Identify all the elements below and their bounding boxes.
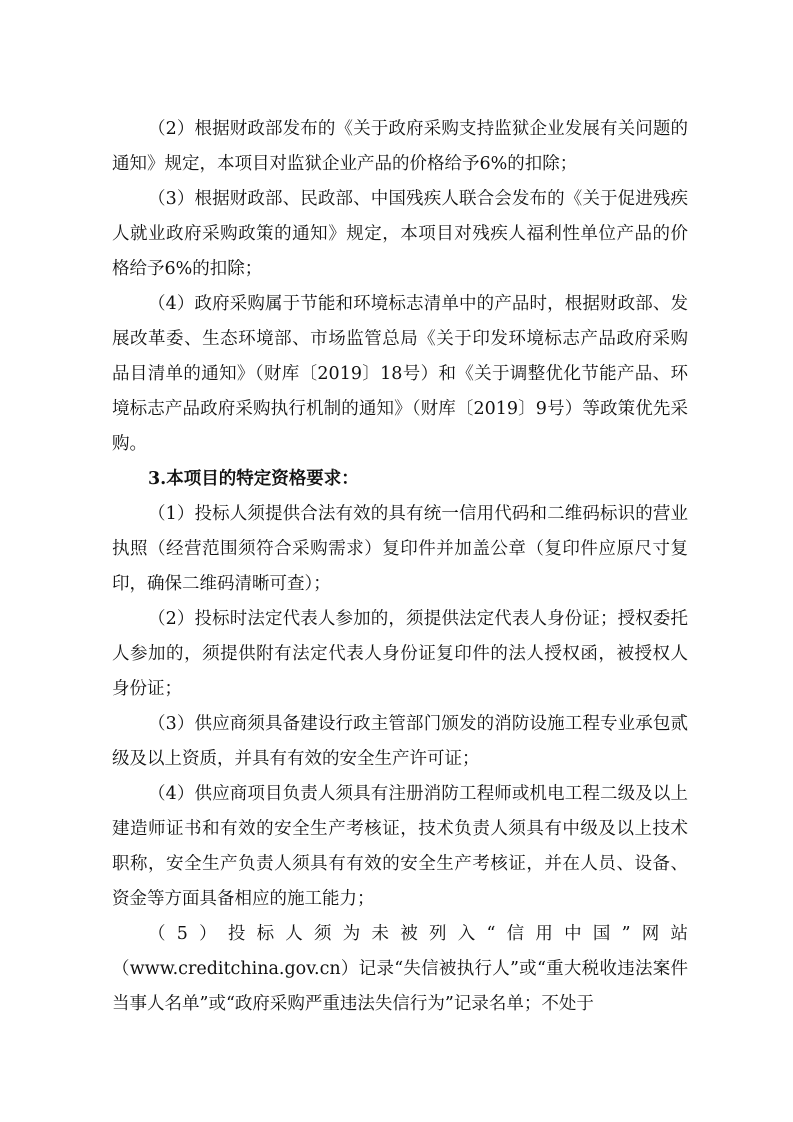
paragraph-item-2: （2）根据财政部发布的《关于政府采购支持监狱企业发展有关问题的通知》规定，本项目对监狱企业产品的价格给予6%的扣除； [112, 119, 688, 174]
requirement-item-3: （3）供应商须具备建设行政主管部门颁发的消防设施工程专业承包贰级及以上资质，并具有有效的安全生产许可证； [112, 714, 688, 769]
requirement-item-4: （4）供应商项目负责人须具有注册消防工程师或机电工程二级及以上建造师证书和有效的安全生产考核证，技术负责人须具有中级及以上技术职称，安全生产负责人须具有有效的安全生产考核证，并在人员、设备、资金等方面具备相应的施工能力； [112, 784, 688, 909]
requirement-item-2: （2）投标时法定代表人参加的，须提供法定代表人身份证；授权委托人参加的，须提供附有法定代表人身份证复印件的法人授权函，被授权人身份证； [112, 609, 688, 699]
paragraph-item-4: （4）政府采购属于节能和环境标志清单中的产品时，根据财政部、发展改革委、生态环境部、市场监管总局《关于印发环境标志产品政府采购品目清单的通知》（财库〔2019〕18号）和《关于调整优化节能产品、环境标志产品政府采购执行机制的通知》（财库〔2019〕9号）等政策优先采购。 [112, 294, 688, 454]
requirement-item-5-line1: （5）投标人须为未被列入“信用中国”网站 [148, 924, 688, 944]
requirement-item-5-rest: （www.creditchina.gov.cn）记录“失信被执行人”或“重大税收违法案件当事人名单”或“政府采购严重违法失信行为”记录名单；不处于 [112, 959, 688, 1014]
document-body [112, 112, 688, 1022]
section-heading: 3.本项目的特定资格要求： [148, 469, 359, 489]
requirement-item-1: （1）投标人须提供合法有效的具有统一信用代码和二维码标识的营业执照（经营范围须符合采购需求）复印件并加盖公章（复印件应原尺寸复印，确保二维码清晰可查）； [112, 504, 688, 594]
paragraph-item-3: （3）根据财政部、民政部、中国残疾人联合会发布的《关于促进残疾人就业政府采购政策的通知》规定，本项目对残疾人福利性单位产品的价格给予6%的扣除； [112, 189, 688, 279]
